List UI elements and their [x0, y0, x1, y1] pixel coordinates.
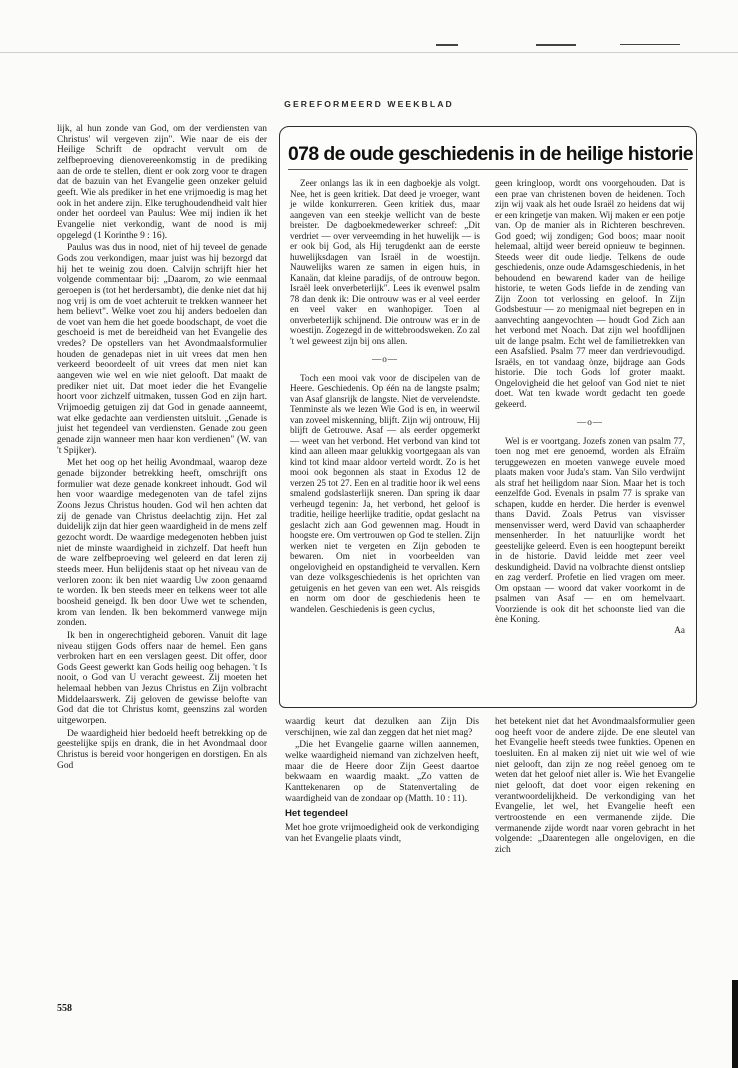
- paragraph: Ik ben in ongerechtigheid geboren. Vanuit dit lage niveau stijgen Gods offers naar de hemel. Een gans verbroken hart en een verslagen geest. Dit offer, door Gods Geest gewerkt kan Gods heilig oog behagen. 't Is nooit, o God van U veracht geweest. Zij moeten het helemaal hebben van Jezus Christus en Zijn volbracht Middelaarswerk. Zij geloven de gewisse belofte van God dat die tot Christus komt, geenszins zal worden uitgeworpen.: [57, 630, 267, 727]
- paragraph: het betekent niet dat het Avondmaalsformulier geen oog heeft voor de andere zijde. De ene sleutel van het Evangelie heeft steeds twee funkties. Openen en toesluiten. En al maken zij niet uit wie wel of wie niet gelooft, dan zijn ze nog reëel genoeg om te weten dat het geloof niet aller is. Wie het Evangelie niet gelooft, dat doet voor eigen rekening en verantwoordelijkheid. De verkondiging van het Evangelie, let wel, het Evangelie heeft een vertroostende en een vermanende zijde. Die vermanende zijde wordt naar voren gebracht in het volgende: „Daarentegen alle ongelovigen, en die zich: [495, 717, 695, 855]
- paragraph: lijk, al hun zonde van God, om der verdiensten van Christus' wil vergeven zijn". Wie naar de eis der Heilige Schrift de opdracht vervult om de zelfbeproeving dienovereenkomstig in de prediking aan de orde te stellen, dient er ook zorg voor te dragen dat de bazuin van het Evangelie geen onzeker geluid geeft. Wie als prediker in het ene vrijmoedig is mag het ook in het andere zijn. Elke terughoudendheid valt hier onder het oordeel van Paulus: Wee mij indien ik het Evangelie niet verkondig, want de nood is mij opgelegd (1 Korinthe 9 : 16).: [57, 124, 267, 241]
- boxed-article: [279, 126, 697, 708]
- section-separator: —o—: [577, 417, 603, 427]
- article-column-1: [290, 178, 480, 614]
- section-separator: —o—: [372, 354, 398, 364]
- scan-mark: [620, 44, 680, 45]
- paragraph: geen kringloop, wordt ons voorgehouden. Dat is een prae van christenen boven de heidenen. Toch zijn wij vaak als het oude Israël zo heidens dat wij er een kringetje van maken. Wij maken er een potje van. Op de manier als in Richteren beschreven. God goed; wij zondigen; God boos; maar nooit helemaal, altijd weer bereid opnieuw te beginnen. Steeds weer dit oude liedje. Telkens de oude geschiedenis, onze oude Adamsgeschiedenis, in het behoudend en bewarend kader van de heilige historie, te weten Gods liefde in de zending van Zijn Zoon tot verlossing en geloof. In Zijn Godsbestuur — zo menigmaal niet begrepen en in aanvechting aangevochten — houdt God Zich aan het verbond met Noach. Dat zijn wel hoofdlijnen uit de lange psalm. Echt wel de familietrekken van een Asafslied. Psalm 77 meer dan verdrievoudigd. Israëls, en tot vandaag ònze, bijdrage aan Gods historie. Die toch Gods lof groter maakt. Ongelovigheid die het geloof van God niet te niet doet. Wat ten kwade wordt gedacht ten goede gekeerd.: [495, 178, 685, 409]
- paragraph: „Die het Evangelie gaarne willen aannemen, welke waardigheid niemand van zichzelven heeft, maar die de Heere door Zijn Geest daartoe bekwaam en waardig maakt. „Zo vatten de Kanttekenaren op de Statenvertaling de waardigheid van de zondaar op (Matth. 10 : 11).: [285, 740, 479, 804]
- paragraph: Met hoe grote vrijmoedigheid ook de verkondiging van het Evangelie plaats vindt,: [285, 822, 479, 844]
- bottom-right-column: [495, 717, 695, 856]
- paragraph: Paulus was dus in nood, niet of hij teveel de genade Gods zou verkondigen, maar juist was hij bezorgd dat hij het te weinig zou doen. Calvijn schrijft hier het volgende commentaar bij: „Daarom, zo wie eenmaal geroepen is (tot het herdersambt), die denke niet dat hij nog vrij is om de voet achteruit te trekken wanneer het hem believt". Welke voet zou hij anders bedoelen dan de voet van hem die het goede boodschapt, de voet die geschoeid is met de bereidheid van het Evangelie des vredes? De opstellers van het Avondmaalsformulier houden de genadepas niet in uit vrees dat men hen verkeerd beoordeelt of uit vrees dat men niet kan aangeven wie wel en wie niet gelooft. Dat maakt de prediker niet uit. Dat moet ieder die het Evangelie hoort voor zichzelf uitmaken, tussen God en zijn hart. Vrijmoedig getuigen zij dat God in genade aanneemt, wat elke gedachte aan verdiensten uitsluit. „Genade is juist het tegendeel van verdiensten. Genade zou geen genade zijn wanneer men haar kon verdienen" (W. van 't Spijker).: [57, 243, 267, 456]
- paragraph: Toch een mooi vak voor de discipelen van de Heere. Geschiedenis. Op één na de langste psalm; van Asaf glansrijk de langste. Niet de vervelendste. Tenminste als we lezen Wie God is en, in weerwil van zoveel miskenning, blijft. Zijn wij ontrouw, Hij blijft de Getrouwe. Asaf — als eerder opgemerkt — weet van het verbond. Het verbond van kind tot kind aan alleen maar gelukkig voortgegaan als van kind tot kind maar aldoor verteld wordt. Zo is het mooi ook begonnen als staat in Exodus 12 de verzen 25 tot 27. Een en al traditie hoor ik wel eens smalend godslasterlijk sneren. Dan spring ik daar verheugd tegenin: Ja, het verbond, het geloof is traditie, heilige heerlijke traditie, opdat geslacht na geslacht zich aan God gewennen mag. Houdt in hoogste ere. Om vertrouwen op God te stellen. Zijn werken niet te vergeten en Zijn geboden te bewaren. Om niet in voorbeelden van ongelovigheid en opstandigheid te vervallen. Kern van deze volksgeschiedenis is het oprichten van getuigenis en het geven van een wet. Als reisgids en norm om door de geschiedenis heen te wandelen. Geschiedenis is geen cyclus,: [290, 372, 480, 614]
- article-column-2: [495, 178, 685, 635]
- title-divider: [288, 169, 688, 170]
- running-header: GEREFORMEERD WEEKBLAD: [284, 99, 454, 109]
- paragraph: Zeer onlangs las ik in een dagboekje als volgt. Nee, het is geen kritiek. Dat deed je vroeger, want je wilde konkurreren. Geen kritiek dus, maar aangeven van een steekje wellicht van de beste breister. De dagboekmedewerker schreef: „Dit verdriet — over verveemding in het huwelijk — is er ook bij God, als Hij terugdenkt aan de eerste huwelijksdagen van Israël in de woestijn. Nauwelijks waren ze samen in eigen huis, in Kanaän, dat kleine paradijs, of de ontrouw begon. Israël leek onverbeterlijk". Lees ik evenwel psalm 78 dan denk ik: Die ontrouw was er al veel eerder en veel vaker en wanhopiger. Toen al onverbeterlijk schijnend. Die ontrouw was er in de woestijn. Zogezegd in de wittebroodsweken. Zo zal 't wel geweest zijn bij ons allen.: [290, 178, 480, 346]
- page-number: 558: [57, 1003, 72, 1014]
- scan-edge-shadow: [732, 980, 738, 1068]
- paragraph: De waardigheid hier bedoeld heeft betrekking op de geestelijke spijs en drank, die in het Avondmaal door Christus is bereid voor hongerigen en dorstigen. En als God: [57, 728, 267, 771]
- left-column: [57, 124, 267, 771]
- section-heading: Het tegendeel: [285, 808, 348, 820]
- author-signature: Aa: [674, 624, 685, 635]
- scan-mark: [436, 44, 458, 46]
- article-title: 078 de oude geschiedenis in de heilige historie: [288, 143, 693, 165]
- bottom-middle-column: [285, 717, 479, 844]
- paragraph: waardig keurt dat dezulken aan Zijn Dis verschijnen, wie zal dan zeggen dat het niet mag?: [285, 717, 479, 738]
- scan-mark: [536, 44, 576, 46]
- paragraph: Met het oog op het heilig Avondmaal, waarop deze genade bijzonder betrekking heeft, omschrijft ons formulier wat deze genade konkreet inhoudt. God wil hen voor waardige medegenoten van de tafel zijns Zoons Jezus Christus houden. God wil hen achten dat zij de genade van Christus deelachtig zijn. Het zal duidelijk zijn dat hier geen waardigheid in de mens zelf gezocht wordt. De waardige medegenoten hebben juist niet de minste waardigheid in zichzelf. Dat heeft hun de ware zelfbeproeving wel geleerd en dat leren zij steeds meer. Hun belijdenis staat op het niveau van de verloren zoon: ik ben niet waardig Uw zoon genaamd te worden. Ik ben steeds meer en telkens weer tot alle boosheid geneigd. Ik ben door Uwe wet te schenden, krom van lenden. Ik ben bekommerd vanwege mijn zonden.: [57, 458, 267, 629]
- paragraph: Wel is er voortgang. Jozefs zonen van psalm 77, toen nog met ere genoemd, worden als Efraïm teruggewezen en moeten vanwege euvele moed plaats maken voor Juda's stam. Van Silo verdwijnt als straf het heiligdom naar Sion. Maar het is toch eenzelfde God. Evenals in psalm 77 is sprake van schapen, kudde en herder. Die herder is evenwel thans David. Zoals Petrus van visvisser mensenvisser werd, werd David van schaapherder mensenherder. In het natuurlijke wordt het geestelijke geleerd. Even is een hoogtepunt bereikt in de historie. David leidde met zeer veel deskundigheid. David na volbrachte dienst ontsliep en zag verderf. Profetie en lied vragen om meer. Om opstaan — woord dat vaker voorkomt in de psalmen van Asaf — en om hemelvaart. Voorziende is ook dit het schoonste lied van die ène Koning.: [495, 435, 685, 624]
- scan-edge-line: [0, 52, 738, 53]
